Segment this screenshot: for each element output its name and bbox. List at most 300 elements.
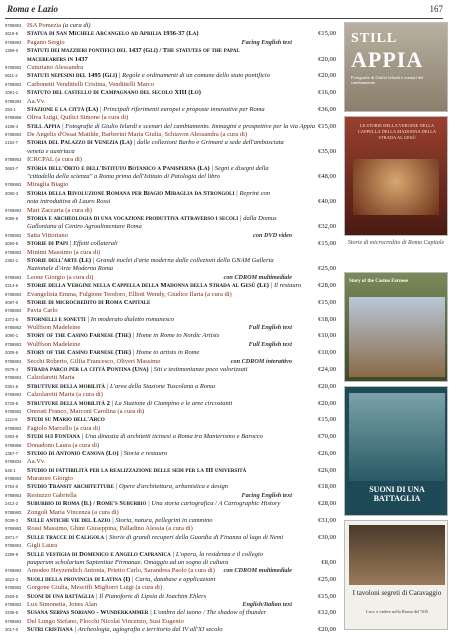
entry-price: €31,00 (318, 517, 336, 525)
entry-text (27, 475, 73, 483)
isbn-code: 9788863 (5, 618, 22, 624)
entry-title: Story of the Casino Farnese (The) (27, 349, 132, 357)
catalog-entry (4, 165, 336, 182)
entry-title: Story of the Casino Farnese (The) (27, 332, 132, 340)
entry-text (27, 324, 80, 332)
entry-line (4, 64, 336, 72)
entry-price: €20,00 (318, 382, 336, 390)
entry-subtitle: | Opere d'architettura, urbanistica e design (113, 483, 229, 491)
entry-title: Suoni di una battaglia (27, 592, 95, 600)
entry-line (4, 567, 336, 575)
entry-title: Suburbio di Roma (Il) / Rome's Suburbio (27, 500, 147, 508)
entry-line (4, 123, 336, 131)
entry-line (4, 534, 336, 542)
catalog-entry (4, 232, 336, 240)
entry-title: Strada parco per la città Pontina (Una) (27, 366, 149, 374)
entry-title: Studi sui Fontana (27, 433, 80, 441)
book-cover-still-appia[interactable] (344, 22, 448, 112)
catalog-entry (4, 358, 336, 366)
isbn-code: 1357-7 (5, 450, 19, 456)
entry-text (27, 542, 57, 550)
entry-line (4, 374, 336, 382)
catalog-entry (4, 64, 336, 72)
entry-author: Donadono Laura (a cura di) (27, 441, 100, 449)
catalog-entry (4, 30, 336, 38)
entry-title: Sutri cristiana (27, 626, 73, 634)
entry-line (4, 307, 336, 315)
entry-author: Evangelista Emma, Fulgione Teodoro, Elliott Wendy, Giudice Ilaria (a cura di) (27, 290, 232, 298)
entry-subtitle: | Fotografie di Giulio Ielardi e scenari del cambiamento. Immagini e prospettive per la via Appia (60, 122, 316, 130)
isbn-code: 9788863 (5, 358, 22, 364)
entry-author: Mari Zaccaria (a cura di) (27, 206, 92, 214)
catalog-entry (4, 442, 336, 450)
entry-title: Sulle tracce di Caligola (27, 533, 105, 541)
catalog-entry (4, 609, 336, 617)
entry-author: Amodeo Heyzendich Antonia, Prietto Carlo, Sarandrea Paolo (a cura di) (27, 567, 215, 575)
entry-price: €10,00 (318, 349, 336, 357)
entry-text (27, 316, 174, 324)
entry-subtitle: | Home to artists in Rome (131, 349, 200, 357)
entry-line (4, 349, 336, 357)
isbn-code: 9788863 (5, 408, 22, 414)
catalog-entry (4, 408, 336, 416)
entry-price: €8,00 (321, 559, 336, 566)
entry-price: €20,00 (318, 55, 336, 63)
isbn-code: 4087-0 (5, 299, 19, 305)
isbn-code: 9788863 (5, 249, 22, 255)
catalog-entry (4, 257, 336, 274)
entry-subtitle: | Carta, database e applicazioni (130, 575, 216, 583)
entry-price: €15,00 (318, 416, 336, 424)
entry-text (27, 148, 75, 156)
entry-line (4, 483, 336, 491)
entry-title: Still Appia (27, 122, 61, 130)
entry-text (27, 576, 215, 584)
entry-subtitle: | Grandi nuclei d'arte moderna dalle collezioni della GNAM Galleria (91, 256, 274, 264)
isbn-code: 9788863 (5, 392, 22, 398)
entry-line (4, 425, 336, 433)
entry-subtitle: nota introduttiva di Lauro Rossi (27, 198, 111, 206)
entry-author: Gorgone Giulia, Mesciffi Migliorri Luigi (a cura di) (27, 584, 163, 592)
entry-author: Oliva Luigi, Quilici Simone (a cura di) (27, 114, 129, 122)
entry-text (27, 64, 83, 72)
catalog-entry (4, 89, 336, 97)
entry-title: Sulle vestigia di Domenico e Angelo Capranica (27, 550, 171, 558)
entry-title: Suoli della provincia di Latina (I) (27, 575, 131, 583)
isbn-code: 3314-5 (5, 283, 19, 289)
entry-text (27, 131, 247, 139)
entry-text (27, 525, 193, 533)
entry-author: Carbonetti Vendittelli Cristina, Vendittelli Marco (27, 80, 155, 88)
entry-subtitle: | L'area della Stazione Tuscolana a Roma (105, 382, 216, 390)
entry-line (4, 190, 336, 198)
isbn-code: 9788863 (5, 601, 22, 607)
isbn-code: 2152-7 (5, 140, 19, 146)
entry-title: Statuti dei mazzieri pontifici del 1437 (Gli) / The statutes of the papal (27, 47, 240, 55)
isbn-code: 4188-4 (5, 123, 19, 129)
catalog-entry (4, 601, 336, 609)
header-rule (5, 18, 443, 19)
entry-text (27, 374, 74, 382)
entry-text (27, 215, 277, 223)
entry-subtitle: | Storia e restauro (118, 449, 168, 457)
catalog-entry (4, 576, 336, 584)
entry-text (27, 181, 68, 189)
catalog-entry (4, 249, 336, 257)
catalog-entry (4, 626, 336, 634)
isbn-code: 9788863 (5, 476, 22, 482)
entry-text (27, 492, 77, 500)
entry-subtitle: | In moderato dialetto romanesco (85, 315, 175, 323)
entry-text (27, 467, 246, 475)
entry-author: Lux Simonetta, Jones Alan (27, 600, 98, 608)
entry-subtitle: | Storie di grandi recuperi della Guardia di Finanza al lago di Nemi (104, 533, 284, 541)
entry-line (4, 475, 336, 483)
entry-text (27, 39, 65, 47)
cover-subtitle: Fotografie di Giulio Ielardi e scenari del cambiamento (351, 75, 424, 85)
entry-text (27, 114, 128, 122)
isbn-code: 9788834 (5, 459, 22, 465)
entry-price: €24,00 (318, 366, 336, 374)
entry-line (4, 198, 336, 206)
entry-text (27, 139, 284, 147)
entry-text (27, 240, 118, 248)
entry-price: €26,00 (318, 466, 336, 474)
cover-painting-image (349, 525, 445, 585)
entry-price: €15,00 (318, 240, 336, 248)
entry-subtitle: | Il Pianoforte di Lipsia di Joachim Ehlers (94, 592, 207, 600)
entry-title: Statuto del castello di Campagnano del secolo XIII (Lo) (27, 89, 201, 97)
isbn-code: 1091-1 (5, 90, 19, 96)
entry-author: Pagano Sergio (27, 38, 65, 46)
book-cover-caravaggio[interactable] (344, 520, 448, 630)
entry-price: €26,00 (318, 449, 336, 457)
entry-title: Susana Serpas Soriano - Wunderkammer (27, 609, 149, 617)
book-cover-suoni-battaglia[interactable] (344, 386, 448, 516)
isbn-code: 9788863 (5, 274, 22, 280)
isbn-code: 3372-5 (5, 316, 19, 322)
entry-price: €20,00 (318, 626, 336, 634)
catalog-entry (4, 324, 336, 332)
entry-text (27, 509, 119, 517)
page-header (0, 0, 452, 21)
catalog-entry (4, 458, 336, 466)
entry-line (4, 81, 336, 89)
entry-line (4, 173, 336, 181)
page-number: 167 (429, 4, 443, 14)
entry-line (4, 114, 336, 122)
entry-line (4, 156, 336, 164)
catalog-entry (4, 618, 336, 626)
entry-price: €36,00 (318, 105, 336, 113)
isbn-code: 9788863 (5, 543, 22, 549)
entry-title: Sulle antiche vie del Lazio (27, 517, 111, 525)
entry-title: Studio di Antonio Canova (Lo) (27, 449, 119, 457)
entry-line (4, 89, 336, 97)
isbn-code: 9788868 (5, 115, 22, 121)
entry-text (27, 618, 184, 626)
catalog-entry (4, 400, 336, 408)
entry-note: Facing English text (241, 491, 292, 499)
entry-line (4, 165, 336, 173)
book-cover-casino-farnese[interactable] (344, 272, 448, 382)
entry-text (27, 332, 219, 340)
section-title: Roma e Lazio (7, 4, 58, 14)
catalog-entry (4, 567, 336, 575)
entry-subtitle: | Archeologia, agiografia e territorio dal IV all'XI secolo (72, 626, 223, 634)
isbn-code: 9788863 (5, 291, 22, 297)
isbn-code: 9788863 (5, 585, 22, 591)
catalog-entry (4, 450, 336, 458)
catalog-entry (4, 383, 336, 391)
entry-line (4, 72, 336, 80)
entry-text (27, 433, 263, 441)
entry-text (27, 81, 154, 89)
catalog-entry (4, 517, 336, 525)
isbn-code: 3623-3 (5, 576, 19, 582)
catalog-entry (4, 39, 336, 47)
cover-subtitle: Lucc e ombre nella Roma del '500 (366, 609, 428, 614)
entry-note: Full English text (248, 324, 292, 332)
entry-text (27, 626, 222, 634)
isbn-code: 0725-5 (5, 400, 19, 406)
entry-text (27, 265, 113, 273)
entry-line (4, 517, 336, 525)
entry-price: €15,00 (318, 592, 336, 600)
catalog-entry (4, 139, 336, 156)
entry-price: €10,00 (318, 332, 336, 340)
entry-title: Stornelli e sonetti (27, 315, 86, 323)
entry-line (4, 467, 336, 475)
entry-text (27, 257, 274, 265)
entry-line (4, 215, 336, 223)
catalog-entry (4, 433, 336, 441)
entry-text (27, 609, 266, 617)
entry-author: Calzolaretti Marta (a cura di) (27, 391, 103, 399)
entry-text (27, 408, 144, 416)
entry-text (27, 22, 91, 30)
entry-subtitle: veneta e austriaca (27, 147, 75, 155)
entry-line (4, 576, 336, 584)
cover-title: LE STORIE DELLA VERGINE NELLA CAPPELLA DELLA MADONNA DELLA STRADA AL GESÙ (357, 123, 437, 140)
entry-price: €30,00 (318, 533, 336, 541)
catalog-entry (4, 190, 336, 207)
entry-subtitle: | Effetti collaterali (68, 240, 118, 248)
entry-price: €32,00 (318, 223, 336, 231)
isbn-code: 9788394 (5, 98, 22, 104)
entry-author: Miraglia Biagio (27, 181, 69, 189)
entry-subtitle: | L'opera, la residenza e il collegio (170, 550, 263, 558)
entry-line (4, 139, 336, 147)
catalog-entry (4, 349, 336, 357)
isbn-code: 9788863 (5, 132, 22, 138)
entry-line (4, 324, 336, 332)
entry-line (4, 391, 336, 399)
isbn-code: 1113-9 (5, 417, 18, 423)
entry-author: Del Lungo Stefano, Flocchi Nicolai Vincenzo, Susi Eugenio (27, 617, 184, 625)
entry-author: Secchi Roberto, Gilfia Francesco, Oliveri Massimo (27, 357, 161, 365)
entry-text (27, 156, 82, 164)
entry-title: Storie della Vergine nella Cappella della Madonna della Strada al Gesù (Le) (27, 282, 269, 290)
catalog-entry (4, 584, 336, 592)
catalog-entry (4, 106, 336, 114)
entry-subtitle: | Una dinastia di architetti ticinesi a Roma tra Manierismo e Barocco (79, 433, 263, 441)
catalog-entry (4, 316, 336, 324)
isbn-code: 3438-5 (5, 610, 19, 616)
entry-author: Aa.Vv. (27, 458, 46, 466)
entry-title: Storia della Rivoluzione Romana per Biagio Miraglia da Strongoli (27, 189, 235, 197)
entry-text (27, 165, 269, 173)
entry-line (4, 458, 336, 466)
entry-line (4, 207, 336, 215)
entry-line (4, 232, 336, 240)
entry-subtitle: (a cura di) (62, 22, 91, 29)
isbn-code: 0611-2 (5, 73, 18, 79)
entry-text (27, 207, 92, 215)
entry-subtitle: "cittadella della scienza" a Roma prima dell'Istituto di Patologia del libro (27, 173, 220, 181)
entry-text (27, 232, 68, 240)
cover-title-line2: APPIA (351, 47, 424, 72)
entry-text (27, 190, 270, 198)
entry-line (4, 56, 336, 64)
isbn-code: 2381-1 (5, 257, 19, 263)
catalog-entry (4, 156, 336, 164)
entry-author: Zongoli Maria Vincenza (a cura di) (27, 508, 119, 516)
entry-subtitle: Galloniana al Centro Agroalimentare Roma (27, 223, 142, 231)
entry-line (4, 131, 336, 139)
entry-subtitle: | Reprint con (234, 189, 270, 197)
entry-line (4, 584, 336, 592)
isbn-code: 9788863 (5, 375, 22, 381)
isbn-code: 0361-5 (5, 383, 19, 389)
entry-subtitle: | L'ombra del tuono / The shadow of thunder (148, 609, 267, 617)
isbn-code: 9788863 (5, 182, 22, 188)
isbn-code: 9788863 (5, 232, 22, 238)
entry-note: con CDROM multimediale (223, 567, 292, 575)
entry-text (27, 601, 97, 609)
entry-line (4, 500, 336, 508)
isbn-code: 3050-5 (5, 241, 19, 247)
entry-text (27, 106, 265, 114)
entry-subtitle: | dalle collezioni Barbo e Grimani a sede dell'ambasciata (132, 139, 284, 147)
entry-subtitle: | Principali riferimenti europei e proposte innovative per Roma (98, 105, 265, 113)
catalog-entry (4, 391, 336, 399)
catalog-entry (4, 341, 336, 349)
entry-author: Fagiolo Marcello (a cura di) (27, 424, 101, 432)
entry-text (27, 307, 58, 315)
entry-author: ISA Pomezia (27, 22, 62, 29)
entry-text (27, 56, 88, 64)
entry-text (27, 483, 228, 491)
entry-line (4, 282, 336, 290)
isbn-code: 9788863 (5, 341, 22, 347)
entry-note: Full English text (248, 340, 292, 348)
isbn-code: 9788863 (5, 325, 22, 331)
entry-line (4, 265, 336, 273)
entry-text (27, 198, 110, 206)
catalog-entry (4, 274, 336, 282)
entry-subtitle: Nazionale d'Arte Moderna Roma (27, 265, 114, 273)
isbn-code: 9788863 (5, 568, 22, 574)
entry-text (27, 349, 199, 357)
entry-line (4, 525, 336, 533)
cover-title-line1: STILL (351, 31, 398, 46)
entry-title: Storie dell'arte (Le) (27, 256, 92, 264)
isbn-code: 0579-4 (5, 367, 19, 373)
entry-note: con CDROM interattivo (230, 357, 292, 365)
entry-text (27, 559, 229, 567)
entry-title: Storie di microcredito di Roma Capitale (27, 298, 151, 306)
isbn-code: 0039-3 (5, 518, 19, 524)
isbn-code: 0754-0 (5, 484, 19, 490)
entry-author: ICRCPAL (a cura di) (27, 156, 82, 164)
catalog-entry (4, 22, 336, 30)
isbn-code: 9788863 (5, 207, 22, 213)
entry-text (27, 517, 213, 525)
catalog-entry (4, 593, 336, 601)
catalog-list (4, 22, 336, 635)
entry-author: Calzolaretti Marta (27, 374, 75, 382)
isbn-code: 9788863 (5, 81, 22, 87)
entry-line (4, 30, 336, 38)
catalog-entry (4, 114, 336, 122)
entry-title: Studio di fattibilità per la realizzazione delle sedi per la III università (27, 466, 247, 474)
entry-price: €15,00 (318, 298, 336, 306)
entry-text (27, 282, 301, 290)
entry-text (27, 450, 167, 458)
entry-price: €25,00 (318, 265, 336, 273)
entry-author: Wulffson Madeleine (27, 324, 81, 332)
entry-line (4, 450, 336, 458)
entry-author: Leone Giorgio (a cura di) (27, 273, 94, 281)
entry-author: Restuzzo Gabriella (27, 491, 77, 499)
cover-photo-image (349, 393, 445, 481)
book-cover-storie-vergine[interactable] (344, 116, 448, 236)
isbn-code: 2299-9 (5, 551, 19, 557)
entry-price: €35,00 (318, 147, 336, 155)
entry-line (4, 39, 336, 47)
entry-text (27, 593, 206, 601)
isbn-code: 9788863 (5, 39, 22, 45)
catalog-entry (4, 215, 336, 232)
entry-line (4, 609, 336, 617)
cover-photo-image (349, 297, 445, 377)
entry-author: Muratore Giorgio (27, 475, 73, 483)
entry-line (4, 291, 336, 299)
entry-subtitle: | Home in Rome to Nordic Artists (131, 332, 220, 340)
isbn-code: 9788863 (5, 64, 22, 70)
entry-line (4, 181, 336, 189)
entry-price: €15,00 (318, 30, 336, 38)
entry-author: De Angelis d'Ossat Matilde, Barberini Maria Giulia, Schiavon Alessandra (a cura di) (27, 131, 248, 139)
entry-title: Statua di San Michele Arcangelo ad Aprilia 1936-37 (La) (27, 30, 199, 38)
catalog-entry (4, 291, 336, 299)
isbn-code: 9788863 (5, 157, 22, 163)
entry-text (27, 358, 160, 366)
isbn-code: 2412-2 (5, 501, 19, 507)
catalog-entry (4, 374, 336, 382)
entry-title: Strutture della mobilità 2 (27, 399, 110, 407)
isbn-code: 2005-6 (5, 350, 19, 356)
entry-text (27, 223, 142, 231)
entry-text (27, 416, 105, 424)
isbn-code: 9788863 (5, 425, 22, 431)
entry-line (4, 400, 336, 408)
entry-line (4, 274, 336, 282)
isbn-code: 293-1 (5, 106, 16, 112)
catalog-entry (4, 534, 336, 542)
catalog-entry (4, 332, 336, 340)
